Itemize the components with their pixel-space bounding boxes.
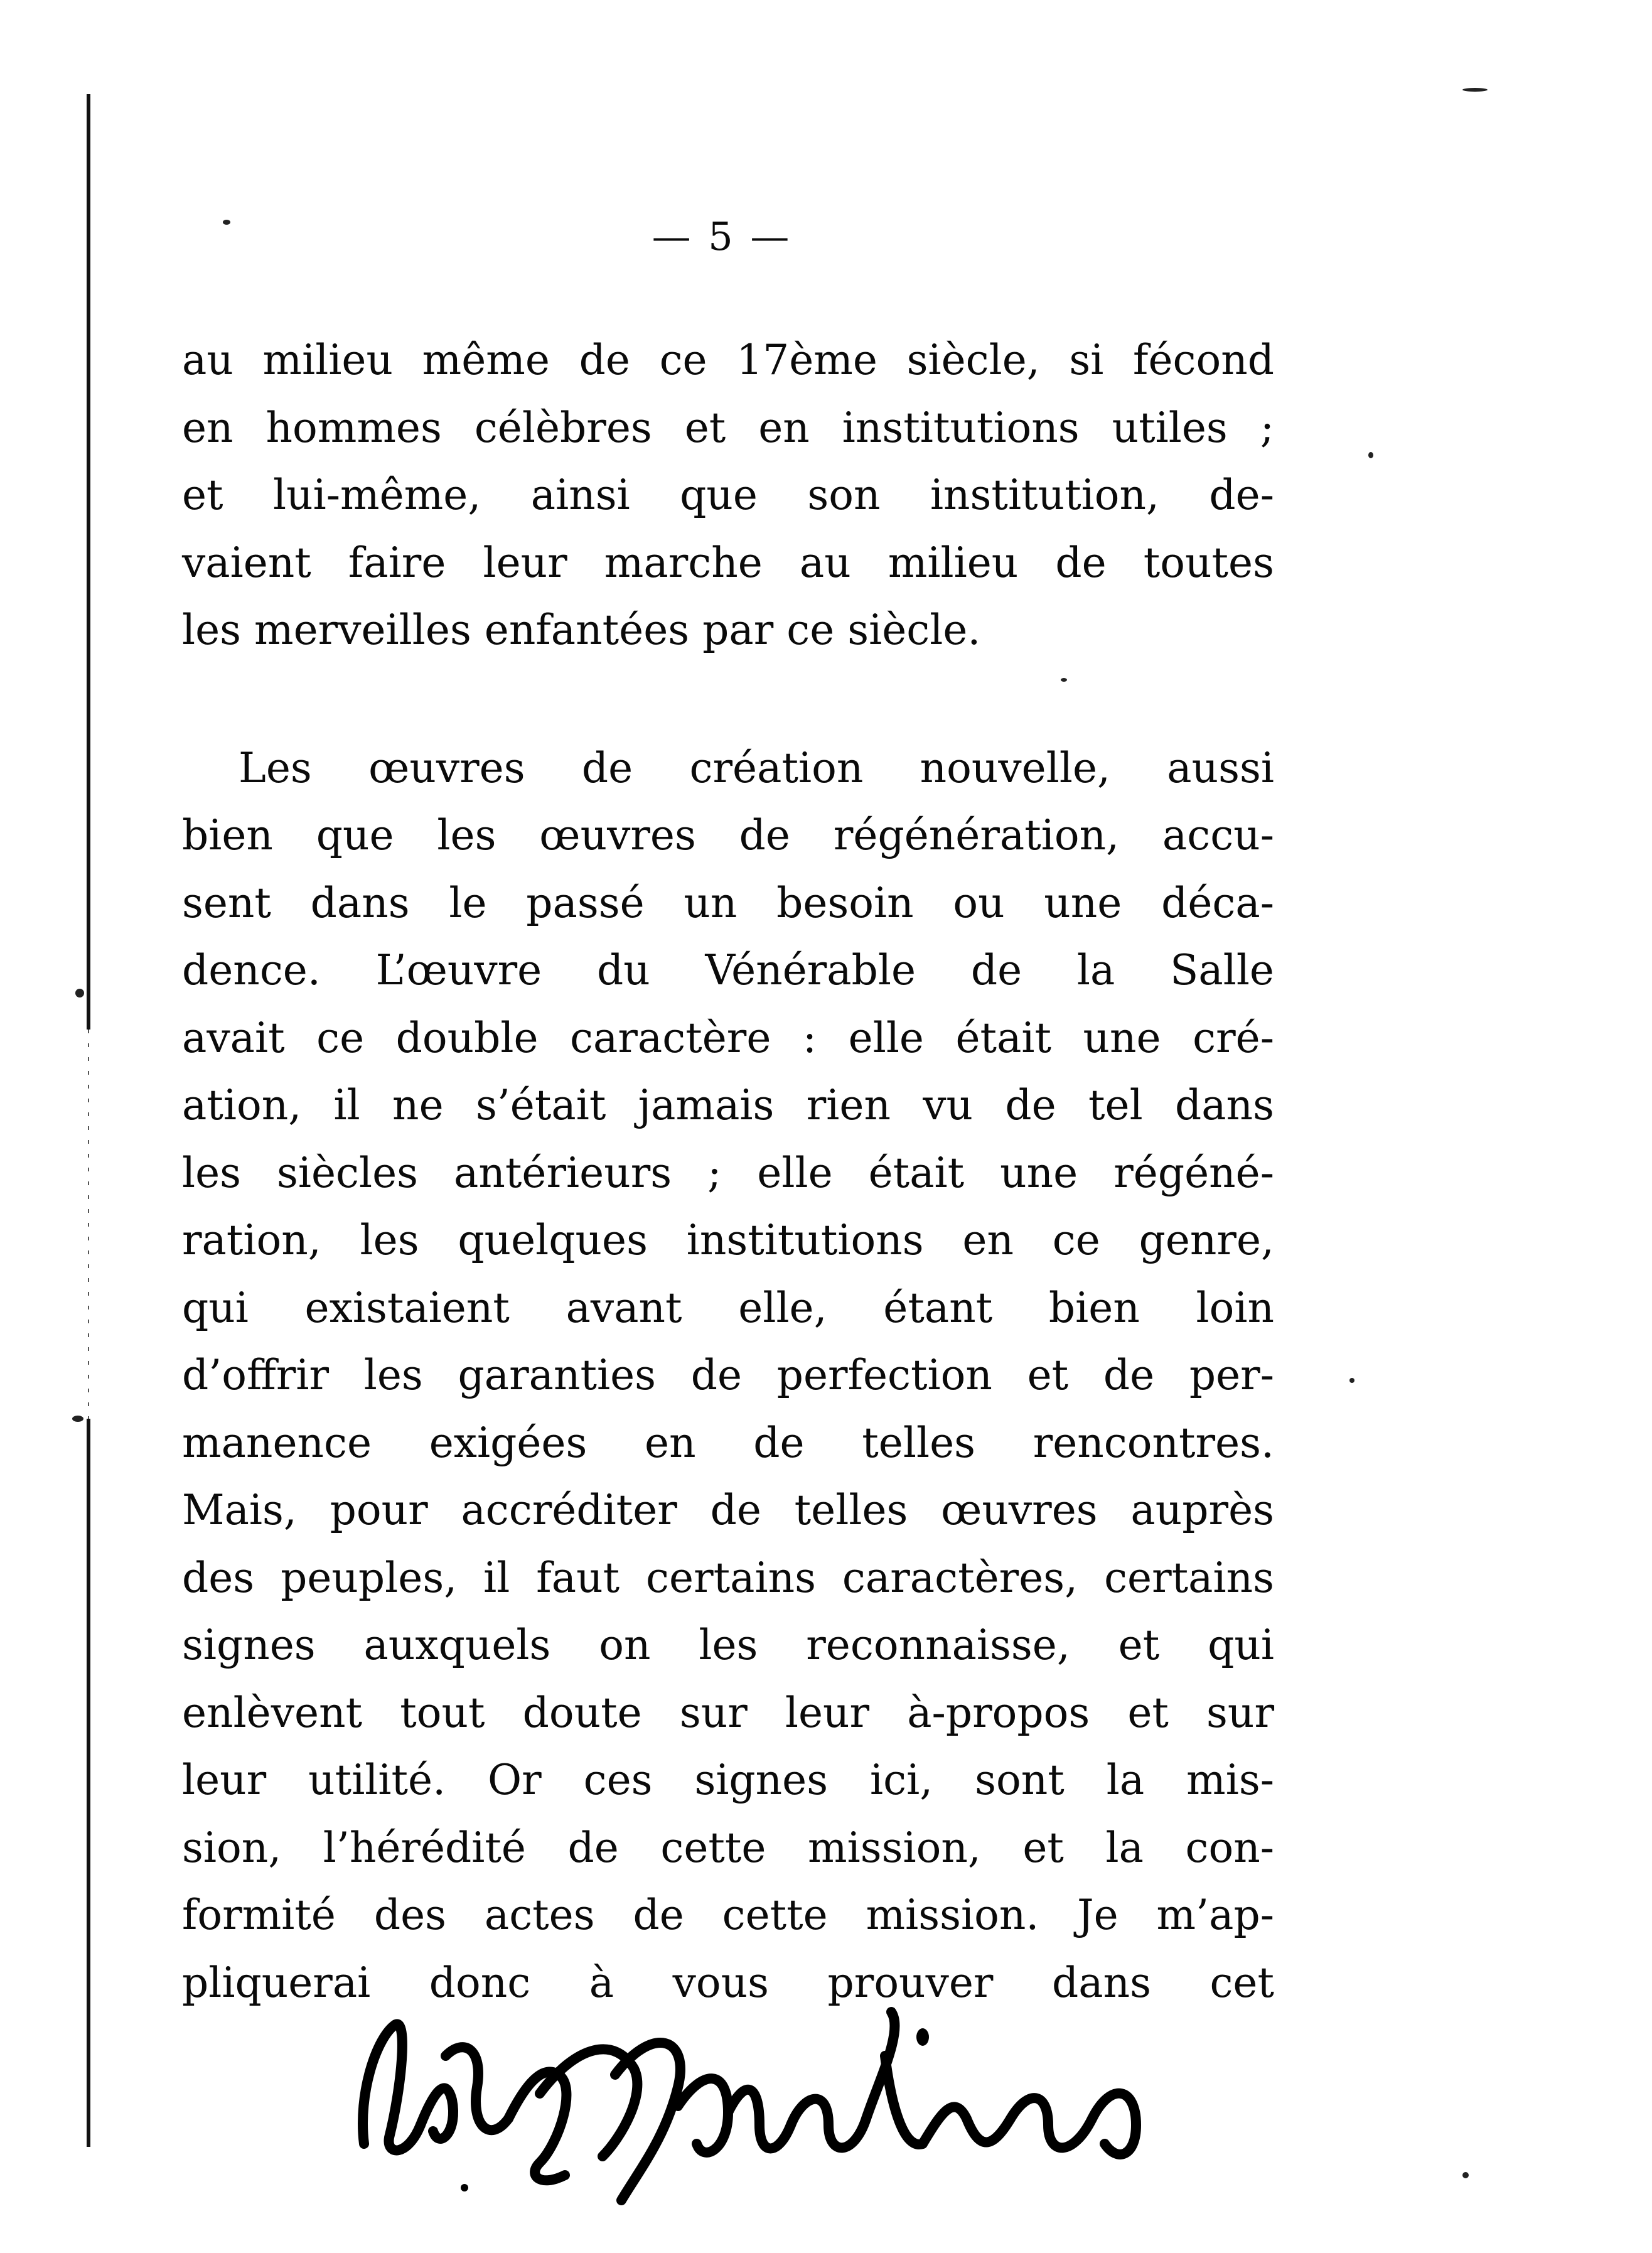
text-line: dence. L’œuvre du Vénérable de la Salle [182, 946, 1274, 994]
handwritten-signature-icon [351, 1999, 1167, 2219]
text-line: au milieu même de ce 17ème siècle, si fécond [182, 336, 1274, 384]
text-line: ration, les quelques institutions en ce genre, [182, 1216, 1274, 1264]
text-line: Mais, pour accréditer de telles œuvres auprès [182, 1486, 1274, 1534]
scan-speck [75, 989, 84, 997]
text-line: sent dans le passé un besoin ou une déca- [182, 878, 1274, 927]
text-line: et lui-même, ainsi que son institution, de- [182, 471, 1274, 519]
text-line: des peuples, il faut certains caractères, certains [182, 1553, 1274, 1602]
text-line: pliquerai donc à vous prouver dans cet [182, 1958, 1274, 2007]
text-line: Les œuvres de création nouvelle, aussi [239, 743, 1274, 792]
text-line: formité des actes de cette mission. Je m’ap- [182, 1891, 1274, 1939]
scan-speck [1462, 2172, 1469, 2178]
text-line: les siècles antérieurs ; elle était une régéné- [182, 1148, 1274, 1197]
scan-speck [1368, 452, 1373, 458]
text-line: en hommes célèbres et en institutions utiles ; [182, 403, 1274, 452]
text-line: avait ce double caractère : elle était une cré- [182, 1013, 1274, 1062]
text-line: sion, l’hérédité de cette mission, et la con- [182, 1823, 1274, 1872]
text-line: leur utilité. Or ces signes ici, sont la mis- [182, 1756, 1274, 1804]
text-line: bien que les œuvres de régénération, accu- [182, 811, 1274, 859]
text-line: manence exigées en de telles rencontres. [182, 1418, 1274, 1467]
text-line: signes auxquels on les reconnaisse, et qui [182, 1621, 1274, 1669]
text-line: enlèvent tout doute sur leur à-propos et sur [182, 1688, 1274, 1737]
margin-rule-dotted [88, 1030, 89, 1419]
text-line: vaient faire leur marche au milieu de toutes [182, 538, 1274, 587]
text-line: ation, il ne s’était jamais rien vu de tel dans [182, 1081, 1274, 1129]
text-line: d’offrir les garanties de perfection et de per- [182, 1351, 1274, 1399]
scan-speck [72, 1416, 83, 1422]
body-text [182, 326, 1274, 2016]
text-line: qui existaient avant elle, étant bien loin [182, 1283, 1274, 1332]
scan-speck [1462, 88, 1488, 92]
page-number: — 5 — [652, 213, 792, 259]
margin-rule-gap [82, 1030, 97, 1419]
scan-speck [1349, 1378, 1354, 1383]
text-line: les merveilles enfantées par ce siècle. [182, 606, 981, 654]
paragraph-gap [182, 664, 1274, 734]
